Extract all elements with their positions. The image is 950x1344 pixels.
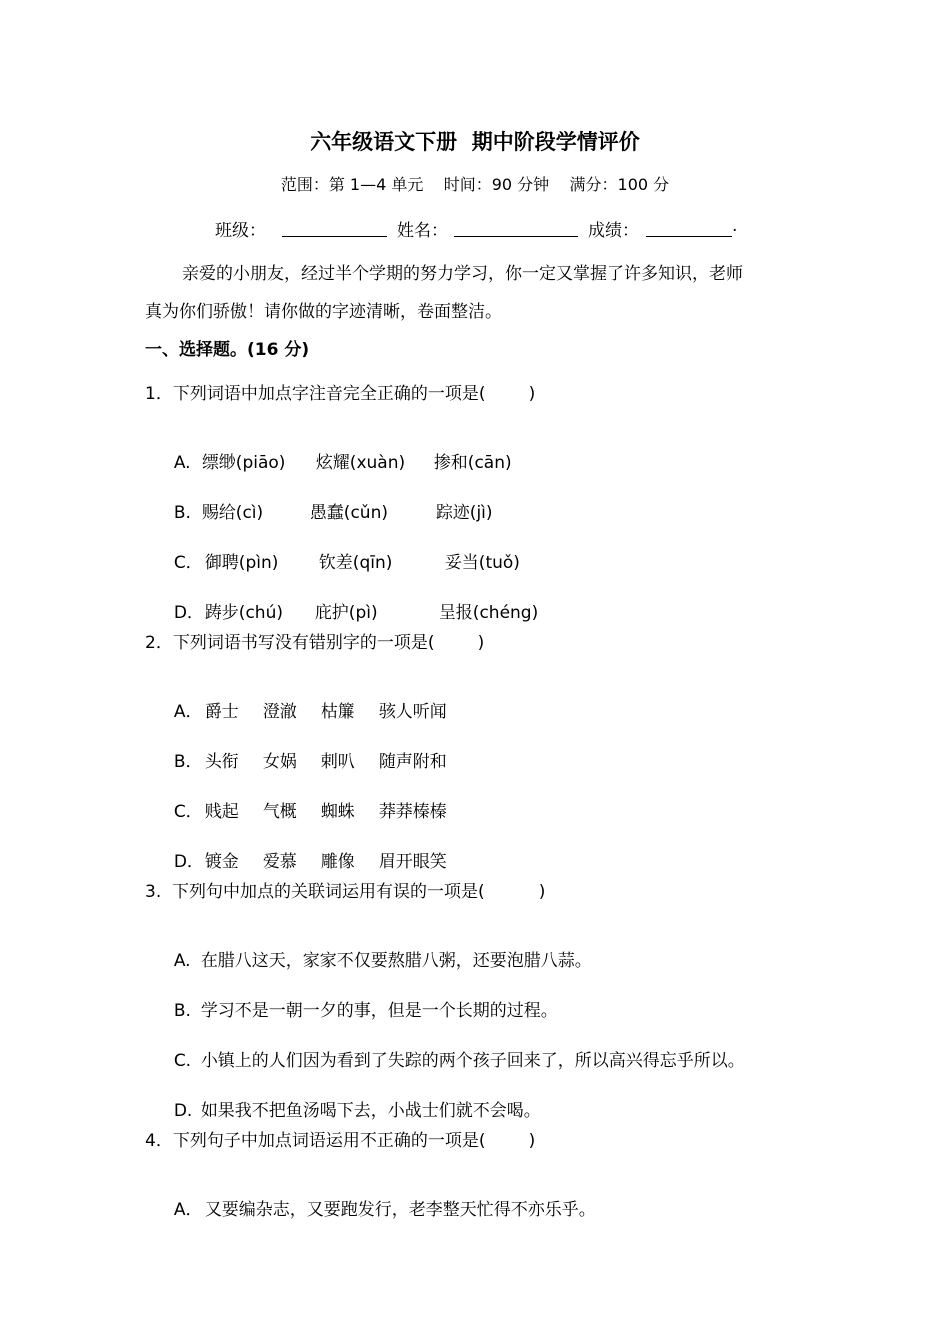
option-text: 在腊八这天，家家不仅要熬腊八粥，还要泡腊八蒜。 [200,951,592,971]
option-word: 女娲 [262,752,297,772]
option-word: 雕像 [320,852,355,872]
option-row[interactable] [163,727,447,772]
option-text: 学习不是一朝一夕的事，但是一个长期的过程。 [200,1001,558,1021]
option-word: 气概 [262,802,297,822]
option-label: C． [173,553,203,573]
option-word: 澄澈 [262,702,297,722]
option-row[interactable] [163,976,558,1021]
intro-line-2: 真为你们骄傲！请你做的字迹清晰，卷面整洁。 [145,302,502,322]
class-label: 班级： [215,221,266,241]
score-label: 成绩： [588,221,639,241]
score-blank[interactable] [646,236,732,237]
option-text: 如果我不把鱼汤喝下去，小战士们就不会喝。 [200,1101,541,1121]
option-row[interactable] [163,1175,596,1220]
option-word: 爵士 [204,702,239,722]
option-word: 缥缈(piāo) [201,453,286,473]
option-word: 御聘(pìn) [204,553,279,573]
option-label: A. [173,453,191,473]
option-word: 炫耀(xuàn) [315,453,406,473]
option-word: 莽莽榛榛 [378,802,447,822]
option-label: B． [173,752,203,772]
option-row[interactable] [163,428,512,473]
page-title: 六年级语文下册 期中阶段学情评价 [310,130,640,154]
option-label: C． [173,802,203,822]
option-row[interactable] [163,1026,745,1071]
option-word: 掺和(cān) [433,453,512,473]
exam-meta: 范围：第 1—4 单元 时间：90 分钟 满分：100 分 [280,175,670,194]
option-word: 妥当(tuǒ) [444,553,520,573]
option-word: 头衔 [204,752,239,772]
option-label: D． [173,852,204,872]
option-word: 蜘蛛 [320,802,355,822]
section-heading: 一、选择题。(16 分) [145,340,310,360]
option-label: A． [173,1200,203,1220]
option-label: D． [173,603,204,623]
option-text: 小镇上的人们因为看到了失踪的两个孩子回来了，所以高兴得忘乎所以。 [200,1051,745,1071]
name-label: 姓名： [397,221,448,241]
option-word: 剌叭 [320,752,355,772]
option-word: 愚蠢(cǔn) [309,503,388,523]
option-word: 贱起 [204,802,239,822]
option-word: 呈报(chéng) [438,603,539,623]
option-word: 踪迹(jì) [435,503,493,523]
intro-line-1: 亲爱的小朋友，经过半个学期的努力学习，你一定又掌握了许多知识，老师 [182,264,743,284]
option-word: 眉开眼笑 [378,852,447,872]
question-stem: 1．下列词语中加点字注音完全正确的一项是( ) [145,384,536,404]
option-row[interactable] [163,926,592,971]
option-row[interactable] [163,528,520,573]
option-word: 随声附和 [378,752,447,772]
class-blank[interactable] [282,236,387,237]
option-word: 踌步(chú) [204,603,283,623]
option-row[interactable] [163,677,447,722]
option-row[interactable] [163,1076,541,1121]
option-row[interactable] [163,578,538,623]
info-end-mark: . [732,216,738,236]
option-label: C. [173,1051,192,1071]
option-row[interactable] [163,478,493,523]
option-word: 枯簾 [320,702,355,722]
option-row[interactable] [163,827,447,872]
option-label: A. [173,951,191,971]
option-label: A． [173,702,203,722]
option-word: 庇护(pì) [314,603,378,623]
option-label: B. [173,1001,191,1021]
option-word: 爱慕 [262,852,297,872]
option-word: 赐给(cì) [201,503,264,523]
name-blank[interactable] [454,236,578,237]
question-stem: 2．下列词语书写没有错别字的一项是( ) [145,633,485,653]
option-row[interactable] [163,777,447,822]
question-stem: 4．下列句子中加点词语运用不正确的一项是( ) [145,1131,536,1151]
option-word: 骇人听闻 [378,702,447,722]
option-word: 镀金 [204,852,239,872]
question-stem: 3. 下列句中加点的关联词运用有误的一项是( ) [145,882,546,902]
option-word: 钦差(qīn) [318,553,393,573]
option-text: 又要编杂志，又要跑发行，老李整天忙得不亦乐乎。 [204,1200,596,1220]
option-label: B. [173,503,191,523]
option-label: D. [173,1101,193,1121]
